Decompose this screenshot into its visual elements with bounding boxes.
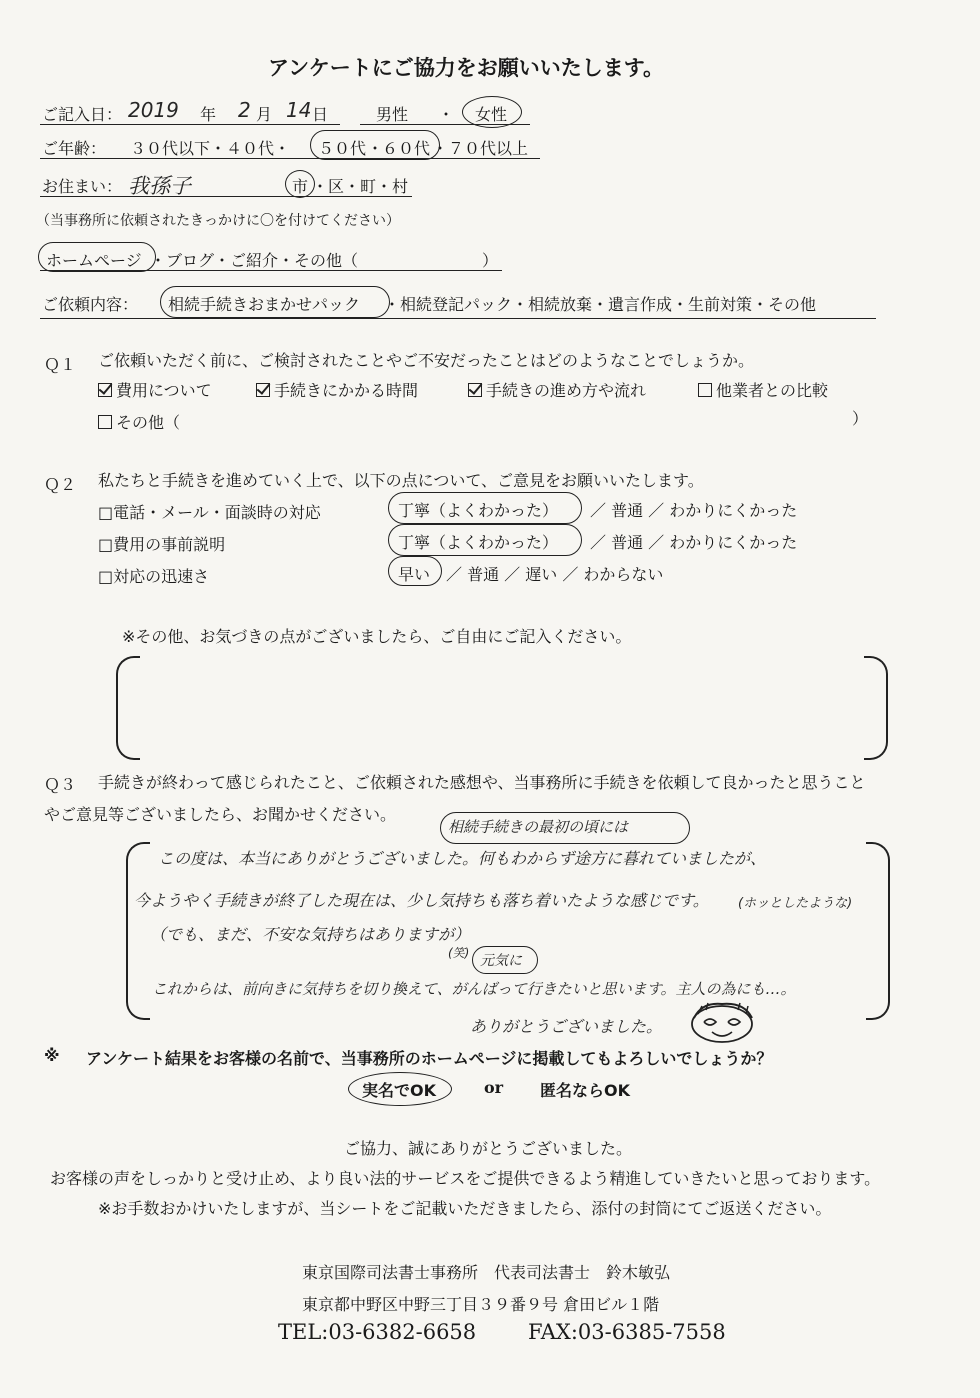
q2-speed-selected: 早い (398, 565, 431, 584)
q3-hand-line3: （でも、まだ、不安な気持ちはありますが） (150, 925, 471, 944)
q2-item-contact: □電話・メール・面談時の対応 (98, 503, 321, 522)
address-underline (40, 196, 412, 197)
age-label: ご年齢： (42, 139, 107, 158)
publish-option-real: 実名でOK (362, 1081, 437, 1100)
date-year-suffix: 年 (200, 105, 217, 124)
gender-female: 女性 (475, 105, 508, 124)
publish-real-circle (348, 1072, 452, 1106)
request-rest: ・相続登記パック・相続放棄・遺言作成・生前対策・その他 (384, 295, 817, 314)
q1-option-compare (698, 378, 828, 401)
publish-mark: ※ (44, 1046, 60, 1065)
checkbox-icon (98, 415, 112, 429)
q3-hand-line5: ありがとうございました。 (470, 1017, 663, 1036)
age-selected: ５０代 (318, 139, 367, 158)
q2-speed-rest: ／ 普通 ／ 遅い ／ わからない (446, 565, 664, 584)
q1-other-close: ） (852, 409, 869, 428)
q3-insert1-circle (440, 812, 690, 844)
date-year-value: 2019 (128, 98, 179, 122)
q2-label: Ｑ２ (44, 475, 77, 494)
gender-underline (360, 124, 530, 125)
publish-question: アンケート結果をお客様の名前で、当事務所のホームページに掲載してもよろしいでしょうか？ (86, 1049, 773, 1068)
request-circle (160, 286, 390, 318)
footer-fax: FAX:03-6385-7558 (528, 1320, 726, 1344)
q1-option-cost-label: 費用について (116, 381, 212, 400)
footer-note: ※お手数おかけいたしますが、当シートをご記載いただきましたら、添付の封筒にてご返送ください。 (98, 1199, 832, 1218)
age-options: ３０代以下・４０代・ (130, 139, 291, 158)
date-day-suffix: 日 (312, 105, 329, 124)
address-label: お住まい： (42, 177, 123, 196)
address-value: 我孫子 (128, 174, 191, 198)
request-underline (40, 318, 876, 319)
q2-item-speed: □対応の迅速さ (98, 567, 210, 586)
q2-speed-circle (388, 556, 442, 586)
q3-insert3-circle (472, 946, 538, 974)
trigger-close: ） (482, 251, 499, 270)
q3-hand-insert3: 元気に (480, 953, 522, 969)
address-city-circle (285, 170, 315, 198)
checkbox-icon (256, 383, 270, 397)
age-underline (40, 158, 540, 159)
date-label: ご記入日： (42, 105, 123, 124)
publish-option-anon: 匿名ならOK (540, 1081, 631, 1100)
q1-option-other (98, 410, 180, 433)
footer-address: 東京都中野区中野三丁目３９番９号 倉田ビル１階 (302, 1295, 660, 1314)
q1-option-other-label: その他（ (116, 413, 181, 432)
q3-question-line1: 手続きが終わって感じられたこと、ご依頼された感想や、当事務所に手続きを依頼して良かったと思うこと (98, 773, 866, 792)
q2-cost-rest: ／ 普通 ／ わかりにくかった (590, 533, 798, 552)
footer-message: お客様の声をしっかりと受け止め、より良い法的サービスをご提供できるよう精進していきたいと思っております。 (50, 1169, 881, 1188)
q3-hand-line2-paren: (ホッとしたような) (738, 896, 853, 911)
q1-option-flow (468, 378, 646, 401)
address-city: 市 (292, 177, 309, 196)
q2-question: 私たちと手続きを進めていく上で、以下の点について、ご意見をお願いいたします。 (98, 471, 704, 490)
publish-or: or (484, 1078, 504, 1097)
q3-hand-insert1: 相続手続きの最初の頃には (448, 818, 629, 836)
trigger-circle (38, 242, 156, 272)
q3-hand-line1: この度は、本当にありがとうございました。何もわからず途方に暮れていましたが、 (158, 849, 767, 868)
checkbox-icon (468, 383, 482, 397)
age-60: ６０代 (382, 139, 431, 158)
footer-office: 東京国際司法書士事務所 代表司法書士 鈴木敏弘 (302, 1263, 671, 1282)
age-70: ・７０代以上 (432, 139, 529, 158)
date-underline (40, 124, 340, 125)
request-label: ご依頼内容： (42, 295, 139, 314)
request-selected: 相続手続きおまかせパック (168, 295, 361, 314)
trigger-selected: ホームページ (46, 251, 142, 270)
date-day-value: 14 (286, 98, 312, 122)
gender-sep: ・ (438, 105, 455, 124)
trigger-underline (40, 270, 502, 271)
q1-option-flow-label: 手続きの進め方や流れ (486, 381, 647, 400)
q1-option-time-label: 手続きにかかる時間 (274, 381, 419, 400)
q1-label: Ｑ１ (44, 355, 77, 374)
q3-hand-insert2: (笑) (448, 946, 470, 960)
q1-option-time (256, 378, 418, 401)
q2-contact-circle (388, 492, 582, 524)
q3-answer-bracket-left (126, 842, 150, 1020)
q2-cost-selected: 丁寧（よくわかった） (398, 533, 559, 552)
q2-contact-rest: ／ 普通 ／ わかりにくかった (590, 501, 798, 520)
footer-tel: TEL:03-6382-6658 (278, 1320, 477, 1344)
q2-contact-selected: 丁寧（よくわかった） (398, 501, 559, 520)
q3-answer-bracket-right (866, 842, 890, 1020)
q1-question: ご依頼いただく前に、ご検討されたことやご不安だったことはどのようなことでしょうか。 (98, 351, 755, 370)
q3-label: Ｑ３ (44, 775, 77, 794)
q2-comment-bracket-right (864, 656, 888, 760)
q2-item-cost: □費用の事前説明 (98, 535, 226, 554)
q2-comment-bracket-left (116, 656, 140, 760)
footer-thanks: ご協力、誠にありがとうございました。 (344, 1139, 633, 1158)
q3-hand-line4: これからは、前向きに気持ちを切り換えて、がんばって行きたいと思います。主人の為にも…。 (152, 980, 796, 998)
address-rest: ・区・町・村 (312, 177, 409, 196)
age-sep: ・ (367, 139, 384, 158)
smiley-face-icon (682, 1000, 762, 1046)
date-month-suffix: 月 (256, 105, 273, 124)
q1-option-compare-label: 他業者との比較 (716, 381, 829, 400)
q1-option-cost (98, 378, 212, 401)
date-month-value: 2 (238, 98, 251, 122)
checkbox-icon (98, 383, 112, 397)
q2-other-note: ※その他、お気づきの点がございましたら、ご自由にご記入ください。 (122, 627, 632, 646)
page-title: アンケートにご協力をお願いいたします。 (268, 55, 665, 80)
q3-hand-line2: 今ようやく手続きが終了した現在は、少し気持ちも落ち着いたような感じです。 (134, 891, 709, 910)
age-selected-circle (310, 130, 440, 160)
trigger-note: （当事務所に依頼されたきっかけに〇を付けてください） (36, 213, 400, 229)
checkbox-icon (698, 383, 712, 397)
q3-question-line2: やご意見等ございましたら、お聞かせください。 (44, 805, 397, 824)
gender-male: 男性 (376, 105, 409, 124)
q2-cost-circle (388, 524, 582, 556)
trigger-rest: ・ブログ・ご紹介・その他（ (150, 251, 359, 270)
